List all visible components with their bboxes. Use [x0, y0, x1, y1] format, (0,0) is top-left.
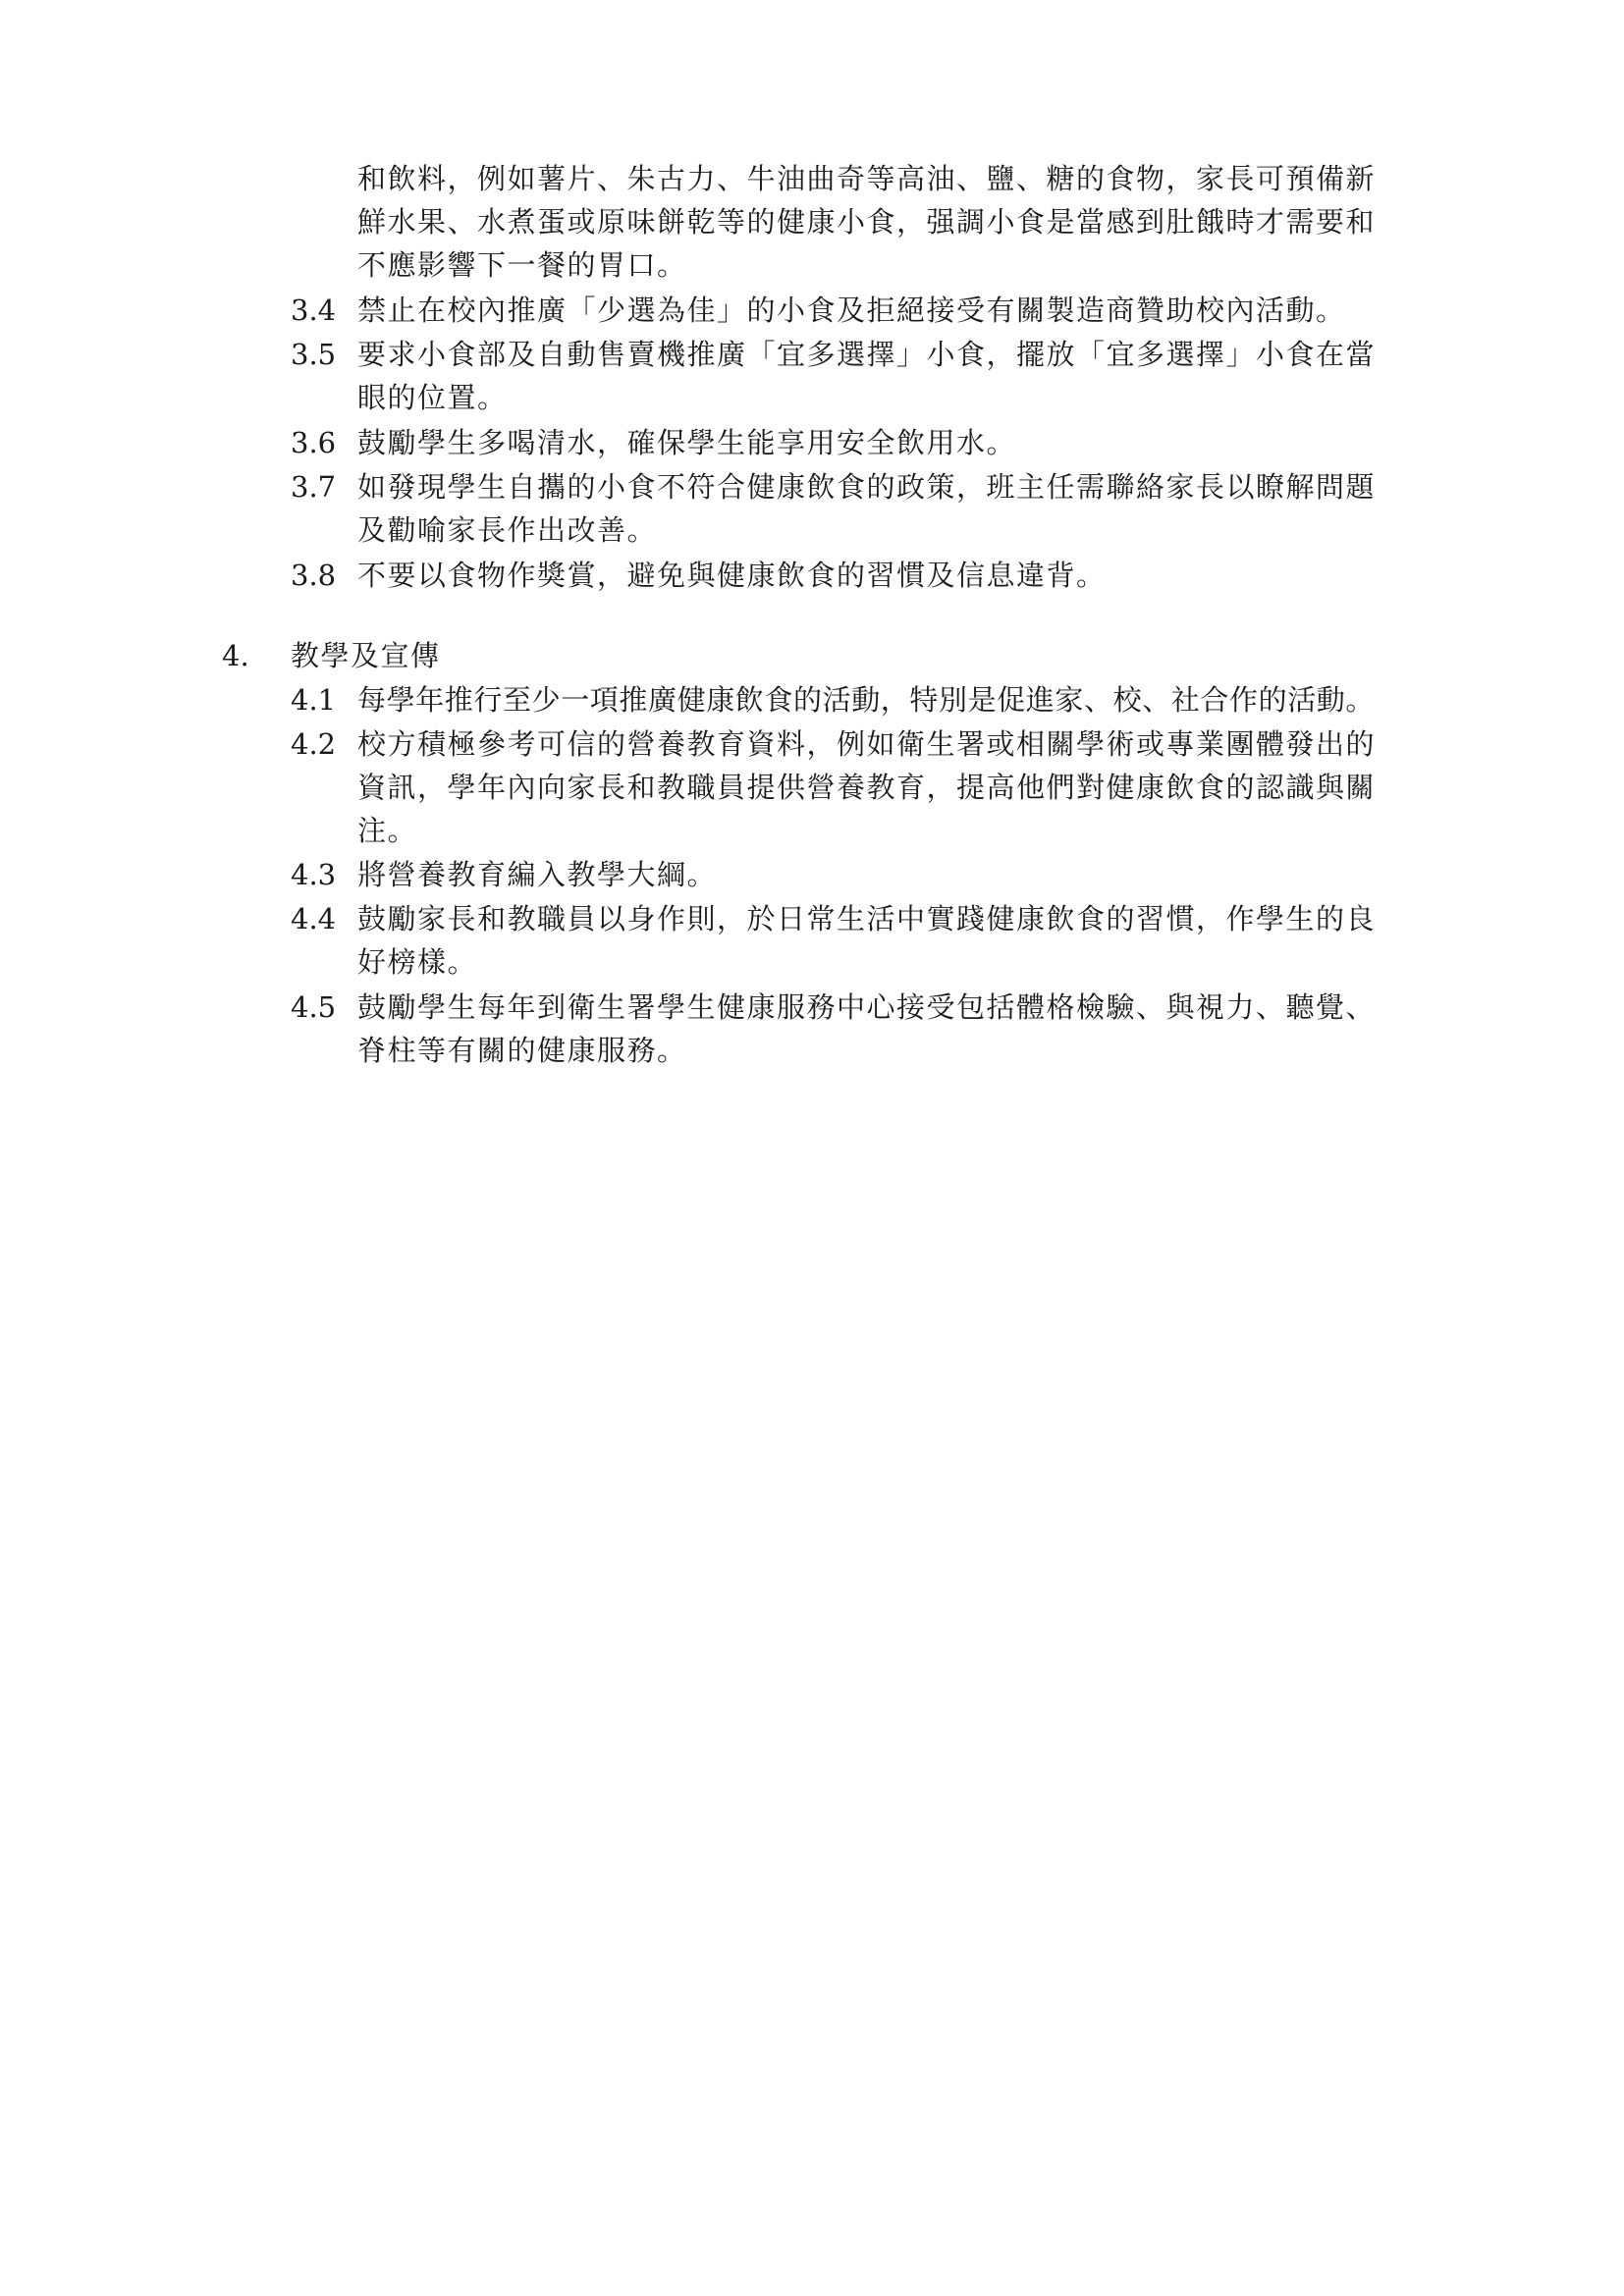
item-4-5-line-2: 脊柱等有關的健康服務。	[357, 1034, 687, 1067]
item-3-5-line-1: 要求小食部及自動售賣機推廣「宜多選擇」小食，擺放「宜多選擇」小食在當	[357, 338, 1377, 371]
s3-intro-line-2: 鮮水果、水煮蛋或原味餅乾等的健康小食，强調小食是當感到肚餓時才需要和	[357, 205, 1377, 239]
item-4-3-line-1: 將營養教育編入教學大綱。	[357, 858, 718, 891]
item-3-5-number: 3.5	[291, 338, 337, 371]
item-3-8-number: 3.8	[291, 559, 337, 592]
item-3-8-line-1: 不要以食物作獎賞，避免與健康飲食的習慣及信息違背。	[357, 559, 1107, 592]
s3-intro-line-1: 和飲料，例如薯片、朱古力、牛油曲奇等高油、鹽、糖的食物，家長可預備新	[357, 162, 1377, 195]
section-4-number: 4.	[222, 639, 249, 672]
item-3-7-line-1: 如發現學生自攜的小食不符合健康飲食的政策，班主任需聯絡家長以瞭解問題	[357, 470, 1377, 504]
item-4-2-line-1: 校方積極參考可信的營養教育資料，例如衛生署或相關學術或專業團體發出的	[357, 727, 1377, 761]
item-4-4-number: 4.4	[291, 902, 337, 935]
s3-intro-line-3: 不應影響下一餐的胃口。	[357, 248, 687, 282]
item-4-5-number: 4.5	[291, 990, 337, 1024]
item-4-2-line-2: 資訊，學年內向家長和教職員提供營養教育，提高他們對健康飲食的認識與關	[357, 771, 1377, 804]
item-4-3-number: 4.3	[291, 858, 337, 891]
section-4-title: 教學及宣傳	[291, 639, 441, 672]
item-3-7-line-2: 及勸喻家長作出改善。	[357, 513, 658, 547]
item-4-4-line-1: 鼓勵家長和教職員以身作則，於日常生活中實踐健康飲食的習慣，作學生的良	[357, 902, 1377, 935]
item-4-5-line-1: 鼓勵學生每年到衛生署學生健康服務中心接受包括體格檢驗、與視力、聽覺、	[357, 990, 1377, 1024]
item-4-1-number: 4.1	[291, 683, 337, 717]
item-4-2-line-3: 注。	[357, 814, 418, 847]
item-3-6-line-1: 鼓勵學生多喝清水，確保學生能享用安全飲用水。	[357, 426, 1017, 459]
item-4-1-line-1: 每學年推行至少一項推廣健康飲食的活動，特別是促進家、校、社合作的活動。	[357, 683, 1376, 717]
item-4-2-number: 4.2	[291, 727, 337, 761]
item-3-7-number: 3.7	[291, 470, 337, 504]
item-3-6-number: 3.6	[291, 426, 337, 459]
item-3-4-line-1: 禁止在校內推廣「少選為佳」的小食及拒絕接受有關製造商贊助校內活動。	[357, 294, 1346, 327]
item-3-4-number: 3.4	[291, 294, 337, 327]
item-4-4-line-2: 好榜樣。	[357, 945, 478, 979]
item-3-5-line-2: 眼的位置。	[357, 381, 508, 414]
